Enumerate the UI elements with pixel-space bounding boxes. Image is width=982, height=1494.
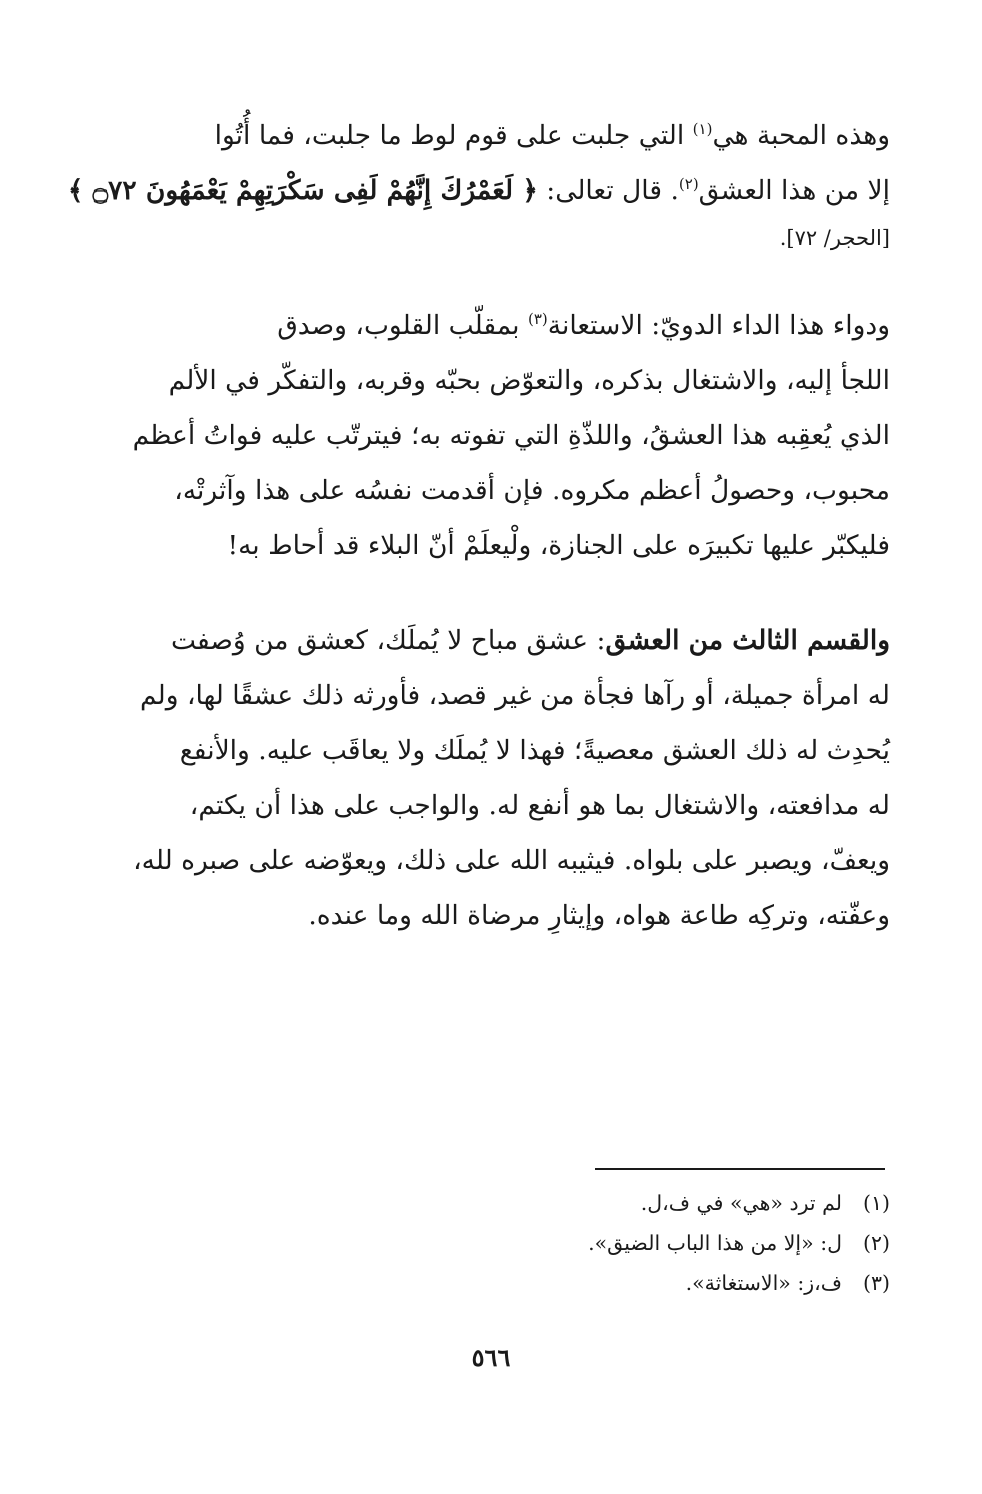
paragraph-gap [92,258,890,298]
footnote-number: (١) [862,1191,890,1215]
footnote-marker-1: (١) [692,120,713,139]
footnote-item [92,1263,890,1303]
text-line [92,108,890,163]
paragraph-gap [92,573,890,613]
footnote-divider [595,1168,885,1170]
text-line: له مدافعته، والاشتغال بما هو أنفع له. والواجب على هذا أن يكتم، [189,790,890,821]
main-text [67,108,890,943]
footnote-text: لم ترد «هي» في ف،ل. [640,1191,842,1215]
text-line [92,298,890,353]
footnote-marker-3: (٣) [527,310,548,329]
text-line: محبوب، وحصولُ أعظم مكروه. فإن أقدمت نفسُه على هذا وآثرتْه، [174,475,890,506]
text-line: ويعفّ، ويصبر على بلواه. فيثيبه الله على ذلك، ويعوّضه على صبره لله، [133,845,890,876]
text-segment: بمقلّب القلوب، وصدق [277,310,528,341]
footnote-item [92,1183,890,1223]
footnote-text: ل: «إلا من هذا الباب الضيق». [588,1231,842,1255]
text-line [92,613,890,668]
text-segment: . قال تعالى: [537,175,679,206]
text-line [67,163,890,218]
text-line: يُحدِث له ذلك العشق معصيةً؛ فهذا لا يُملَك ولا يعاقَب عليه. والأنفع [179,735,890,766]
text-segment: وهذه المحبة هي [712,120,890,151]
text-segment: التي جلبت على قوم لوط ما جلبت، فما أُتُوا [214,120,693,151]
paragraph-1 [67,108,890,258]
paragraph-3 [92,613,890,943]
paragraph-2 [92,298,890,573]
text-line: اللجأ إليه، والاشتغال بذكره، والتعوّض بحبّه وقربه، والتفكّر في الألم [168,365,890,396]
text-segment: : عشق مباح لا يُملَك، كعشق من وُصفت [170,625,606,656]
verse-reference: [الحجر/ ٧٢]. [779,226,890,250]
footnotes [92,1183,890,1303]
page-number: ٥٦٦ [471,1343,511,1372]
text-line: الذي يُعقِبه هذا العشقُ، واللذّةِ التي تفوته به؛ فيترتّب عليه فواتُ أعظم [132,420,890,451]
text-segment: ودواء هذا الداء الدويّ: الاستعانة [547,310,890,341]
footnote-text: ف،ز: «الاستغاثة». [685,1271,842,1295]
section-heading: والقسم الثالث من العشق [605,625,890,656]
text-line: له امرأة جميلة، أو رآها فجأة من غير قصد، فأورثه ذلك عشقًا لها، ولم [140,680,890,711]
footnote-number: (٢) [862,1231,890,1255]
text-line: فليكبّر عليها تكبيرَه على الجنازة، ولْيعلَمْ أنّ البلاء قد أحاط به! [227,530,890,561]
footnote-marker-2: (٢) [678,175,699,194]
text-segment: إلا من هذا العشق [698,175,890,206]
text-line: وعفّته، وتركِه طاعة هواه، وإيثارِ مرضاة الله وما عنده. [308,900,890,931]
footnote-item [92,1223,890,1263]
quran-verse: ﴿ لَعَمْرُكَ إِنَّهُمْ لَفِى سَكْرَتِهِمْ يَعْمَهُونَ ۝٧٢ ﴾ [67,175,538,206]
footnote-number: (٣) [862,1271,890,1295]
